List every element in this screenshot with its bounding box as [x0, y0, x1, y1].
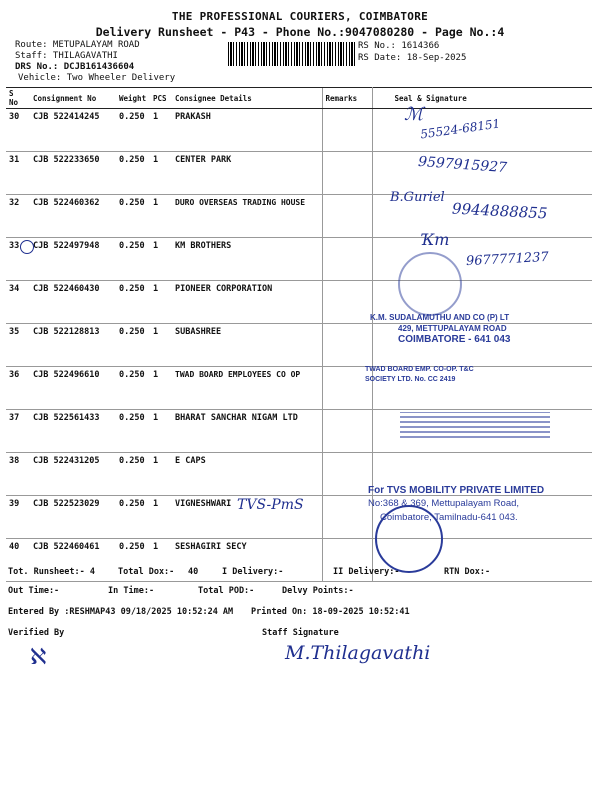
cell-remarks: [322, 109, 372, 152]
stamp-r39-line1: For TVS MOBILITY PRIVATE LIMITED: [368, 485, 545, 496]
cell-consignment: CJB 522128813: [30, 324, 116, 367]
handwritten-phone-r33: 9677771237: [465, 249, 550, 270]
total-dox-label: Total Dox:-: [118, 567, 175, 577]
cell-sno: 31: [6, 152, 30, 195]
stamp-r39-line2: No:368 & 369, Mettupalayam Road,: [368, 498, 520, 509]
i-delivery: I Delivery:-: [222, 567, 284, 577]
cell-pcs: 1: [150, 367, 172, 410]
delvy-points: Delvy Points:-: [282, 586, 354, 596]
cell-weight: 0.250: [116, 238, 150, 281]
cell-sno: 33: [6, 238, 30, 281]
stamp-r36-line1: TWAD BOARD EMP. CO-OP. T&C: [365, 366, 474, 373]
cell-remarks: [322, 195, 372, 238]
round-seal-faint: [398, 252, 462, 316]
handwritten-remark-r39: TVS-PmS: [237, 497, 304, 513]
col-consignment: Consignment No: [30, 88, 116, 109]
stamp-r35-line3: COIMBATORE - 641 043: [398, 334, 511, 345]
cell-weight: 0.250: [116, 367, 150, 410]
cell-consignee: VIGNESHWARI: [172, 496, 322, 539]
cell-consignment: CJB 522460362: [30, 195, 116, 238]
cell-pcs: 1: [150, 539, 172, 582]
cell-weight: 0.250: [116, 109, 150, 152]
handwritten-name-r32: B.Guriel: [390, 190, 445, 205]
round-seal: [375, 505, 443, 573]
cell-consignment: CJB 522497948: [30, 238, 116, 281]
cell-consignee: SESHAGIRI SECY: [172, 539, 322, 582]
cell-consignee: BHARAT SANCHAR NIGAM LTD: [172, 410, 322, 453]
cell-weight: 0.250: [116, 453, 150, 496]
col-sno: S No: [6, 88, 30, 109]
cell-consignment: CJB 522431205: [30, 453, 116, 496]
cell-sno: 37: [6, 410, 30, 453]
handwritten-phone-r30: 55524-68151: [419, 116, 501, 142]
cell-pcs: 1: [150, 453, 172, 496]
vehicle-label: Vehicle: Two Wheeler Delivery: [18, 73, 176, 83]
cell-sno: 30: [6, 109, 30, 152]
tot-runsheet: Tot. Runsheet:- 4: [8, 567, 95, 577]
col-remarks: Remarks: [322, 88, 372, 109]
cell-pcs: 1: [150, 281, 172, 324]
stamp-r35-line1: K.M. SUDALAMUTHU AND CO (P) LT: [370, 313, 510, 322]
cell-weight: 0.250: [116, 152, 150, 195]
stamp-r36-line2: SOCIETY LTD. No. CC 2419: [365, 376, 456, 383]
cell-consignment: CJB 522460461: [30, 539, 116, 582]
cell-weight: 0.250: [116, 195, 150, 238]
rs-date: RS Date: 18-Sep-2025: [358, 53, 467, 63]
cell-weight: 0.250: [116, 410, 150, 453]
cell-weight: 0.250: [116, 539, 150, 582]
signature-r30: ℳ: [404, 104, 424, 125]
cell-sno: 36: [6, 367, 30, 410]
cell-consignment: CJB 522233650: [30, 152, 116, 195]
cell-weight: 0.250: [116, 324, 150, 367]
staff-label: Staff: THILAGAVATHI: [15, 51, 118, 61]
staff-signature-label: Staff Signature: [262, 628, 339, 638]
cell-remarks: [322, 238, 372, 281]
handwritten-phone-r32: 9944888855: [451, 199, 548, 223]
verified-by: Verified By: [8, 628, 65, 638]
cell-weight: 0.250: [116, 496, 150, 539]
cell-remarks: [322, 496, 372, 539]
runsheet-title: Delivery Runsheet - P43 - Phone No.:9047080280 - Page No.:4: [95, 25, 505, 39]
cell-pcs: 1: [150, 109, 172, 152]
total-dox-value: 40: [188, 567, 199, 577]
cell-sno: 35: [6, 324, 30, 367]
out-time: Out Time:-: [8, 586, 60, 596]
table-row: [6, 109, 592, 152]
table-header-row: [6, 88, 592, 109]
col-consignee: Consignee Details: [172, 88, 322, 109]
cell-consignment: CJB 522523029: [30, 496, 116, 539]
cell-pcs: 1: [150, 152, 172, 195]
cell-consignee: TWAD BOARD EMPLOYEES CO OP: [172, 367, 322, 410]
stamp-r39-line3: Coimbatore, Tamilnadu-641 043.: [380, 512, 518, 523]
cell-consignment: CJB 522460430: [30, 281, 116, 324]
signature-r33: Ҡm: [420, 230, 450, 249]
cell-remarks: [322, 410, 372, 453]
cell-consignee: SUBASHREE: [172, 324, 322, 367]
entered-by: Entered By :RESHMAP43 09/18/2025 10:52:24 AM: [8, 607, 234, 617]
cell-sno: 32: [6, 195, 30, 238]
col-weight: Weight: [116, 88, 150, 109]
cell-consignee: DURO OVERSEAS TRADING HOUSE: [172, 195, 322, 238]
staff-signature: M.Thilagavathi: [285, 642, 431, 664]
table-row: [6, 367, 592, 410]
cell-remarks: [322, 281, 372, 324]
col-pcs: PCS: [150, 88, 172, 109]
col-seal-signature: Seal & Signature: [372, 88, 592, 109]
in-time: In Time:-: [108, 586, 155, 596]
cell-consignee: PIONEER CORPORATION: [172, 281, 322, 324]
rs-number: RS No.: 1614366: [358, 41, 440, 51]
cell-pcs: 1: [150, 324, 172, 367]
cell-remarks: [322, 152, 372, 195]
cell-consignee: E CAPS: [172, 453, 322, 496]
ii-delivery: II Delivery:-: [333, 567, 400, 577]
route-label: Route: METUPALAYAM ROAD: [15, 40, 140, 50]
cell-sno: 34: [6, 281, 30, 324]
cell-sno: 40: [6, 539, 30, 582]
cell-pcs: 1: [150, 195, 172, 238]
cell-consignee: PRAKASH: [172, 109, 322, 152]
rtn-dox: RTN Dox:-: [444, 567, 491, 577]
cell-pcs: 1: [150, 496, 172, 539]
printed-on: Printed On: 18-09-2025 10:52:41: [251, 607, 410, 617]
total-pod: Total POD:-: [198, 586, 255, 596]
handwritten-phone-r31: 9597915927: [417, 153, 508, 177]
cell-consignee: KM BROTHERS: [172, 238, 322, 281]
cell-remarks: [322, 324, 372, 367]
stamp-r35-line2: 429, METTUPALAYAM ROAD: [398, 324, 507, 333]
cell-consignment: CJB 522561433: [30, 410, 116, 453]
cell-consignment: CJB 522414245: [30, 109, 116, 152]
barcode-image: [228, 42, 356, 66]
drs-label: DRS No.: DCJB161436604: [15, 62, 135, 72]
cell-pcs: 1: [150, 238, 172, 281]
circle-mark-r33: [20, 240, 34, 254]
cell-remarks: [322, 453, 372, 496]
cell-sno: 39: [6, 496, 30, 539]
cell-consignment: CJB 522496610: [30, 367, 116, 410]
stamp-r37: [400, 412, 550, 438]
cell-sno: 38: [6, 453, 30, 496]
company-title: THE PROFESSIONAL COURIERS, COIMBATORE: [171, 10, 429, 23]
cell-pcs: 1: [150, 410, 172, 453]
cell-consignee: CENTER PARK: [172, 152, 322, 195]
cell-weight: 0.250: [116, 281, 150, 324]
verified-signature: ℵ: [30, 645, 47, 670]
